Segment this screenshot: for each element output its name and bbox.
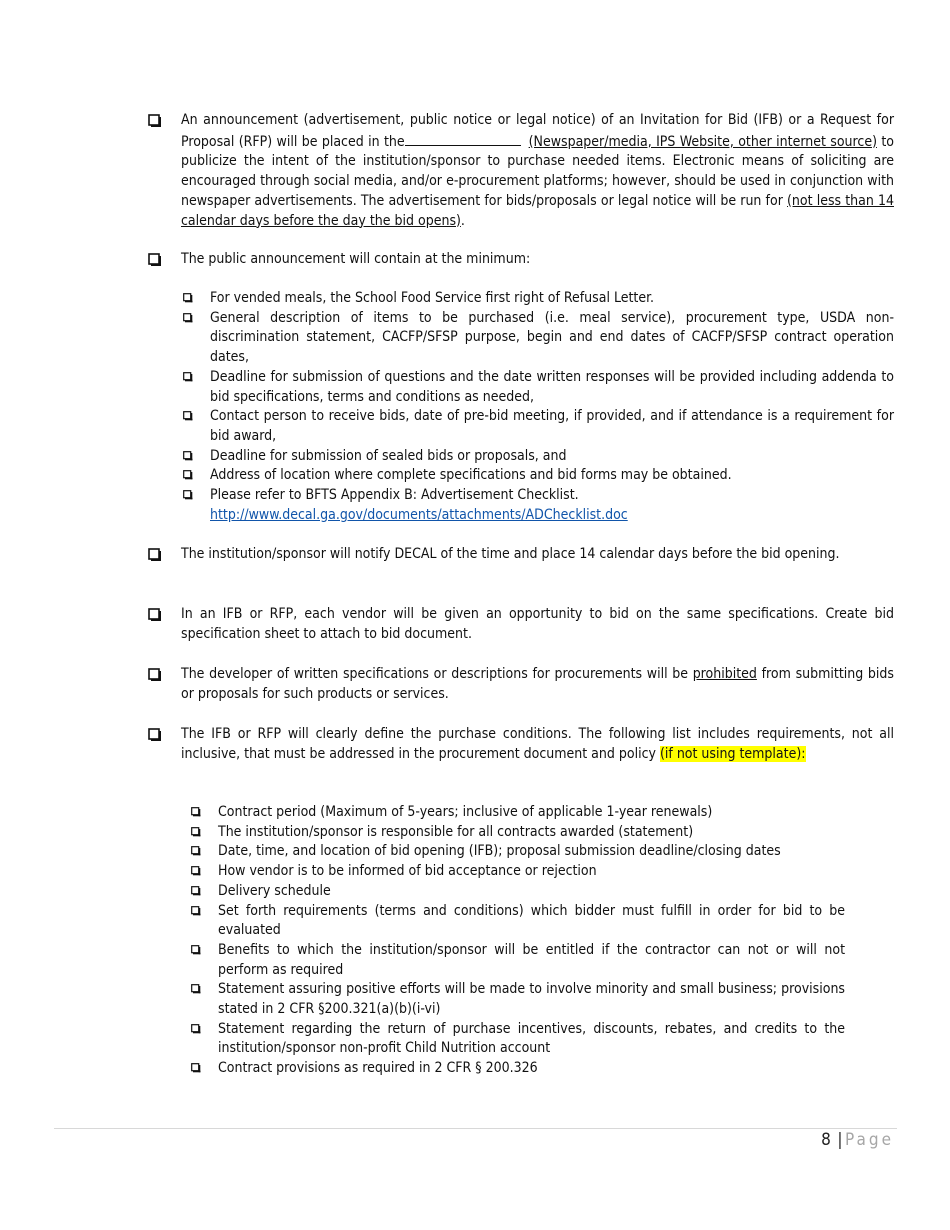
footer-separator: | (837, 1130, 844, 1150)
developer-prohibited-text: The developer of written specifications or descriptions for procurements will be prohibited from submitting bids or proposals for such products or services. (181, 666, 894, 702)
footer-divider (54, 1128, 897, 1129)
highlighted-note: (if not using template): (659, 745, 806, 762)
checkbox-icon (183, 451, 193, 462)
bullet-purchase-conditions (148, 725, 894, 764)
checkbox-icon (148, 111, 164, 131)
checkbox-icon (191, 945, 201, 956)
checkbox-icon (183, 411, 193, 422)
checkbox-icon (148, 545, 164, 565)
page-footer (821, 1130, 894, 1150)
checkbox-icon (191, 807, 201, 818)
page-label: Page (845, 1130, 894, 1150)
list-item: Contract provisions as required in 2 CFR § 200.326 (189, 1059, 845, 1079)
list-item: Statement assuring positive efforts will be made to involve minority and small business; provisions stated in 2 CFR §200.321(a)(b)(i-vi) (189, 980, 845, 1019)
list-item: Statement regarding the return of purchase incentives, discounts, rebates, and credits to the institution/sponsor non-profit Child Nutrition account (189, 1020, 845, 1059)
list-item: How vendor is to be informed of bid acceptance or rejection (189, 862, 845, 882)
bullet-developer-prohibited (148, 665, 894, 704)
list-item: Contract period (Maximum of 5-years; inclusive of applicable 1-year renewals) (189, 803, 845, 823)
checkbox-icon (148, 725, 164, 745)
checklist-link[interactable]: http://www.decal.ga.gov/documents/attachments/ADChecklist.doc (210, 506, 628, 523)
checkbox-icon (183, 490, 193, 501)
bullet-public-announcement (148, 250, 894, 270)
list-item: Please refer to BFTS Appendix B: Advertisement Checklist. http://www.decal.ga.gov/documents/attachments/ADChecklist.doc (181, 486, 894, 525)
checkbox-icon (191, 906, 201, 917)
list-item: Benefits to which the institution/sponsor will be entitled if the contractor can not or will not perform as required (189, 941, 845, 980)
bullet-announcement (148, 111, 894, 231)
announcement-contents-list (181, 289, 894, 525)
checkbox-icon (183, 313, 193, 324)
checkbox-icon (191, 866, 201, 877)
list-item: Date, time, and location of bid opening (IFB); proposal submission deadline/closing dates (189, 842, 845, 862)
same-specifications-text: In an IFB or RFP, each vendor will be given an opportunity to bid on the same specifications. Create bid specification sheet to attach to bid document. (181, 606, 894, 642)
list-item: Address of location where complete specifications and bid forms may be obtained. (181, 466, 894, 486)
list-item: The institution/sponsor is responsible for all contracts awarded (statement) (189, 823, 845, 843)
list-item: Set forth requirements (terms and conditions) which bidder must fulfill in order for bid to be evaluated (189, 902, 845, 941)
checkbox-icon (148, 250, 164, 270)
list-item: Deadline for submission of questions and the date written responses will be provided including addenda to bid specifications, terms and conditions as needed, (181, 368, 894, 407)
bullet-same-specifications (148, 605, 894, 644)
page-number: 8 (821, 1130, 832, 1150)
checkbox-icon (191, 1063, 201, 1074)
list-item: Deadline for submission of sealed bids or proposals, and (181, 447, 894, 467)
list-item: General description of items to be purchased (i.e. meal service), procurement type, USDA non-discrimination statement, CACFP/SFSP purpose, begin and end dates of CACFP/SFSP contract operation dates, (181, 309, 894, 368)
checkbox-icon (191, 846, 201, 857)
purchase-conditions-list (189, 803, 845, 1079)
checkbox-icon (183, 372, 193, 383)
announcement-text: An announcement (advertisement, public notice or legal notice) of an Invitation for Bid (IFB) or a Request for Proposal (RFP) will be placed in the (Newspaper/media, IPS Website, other internet source) to publicize the intent of the institution/sponsor to purchase needed items. Electronic means of soliciting are encouraged through social media, and/or e-procurement platforms; however, should be used in conjunction with newspaper advertisements. The advertisement for bids/proposals or legal notice will be run for (not less than 14 calendar days before the day the bid opens). (181, 112, 895, 229)
checkbox-icon (148, 665, 164, 685)
notify-decal-text: The institution/sponsor will notify DECAL of the time and place 14 calendar days before the bid opening. (181, 546, 840, 562)
checkbox-icon (183, 293, 193, 304)
checkbox-icon (191, 827, 201, 838)
checkbox-icon (191, 984, 201, 995)
checkbox-icon (183, 470, 193, 481)
public-announcement-text: The public announcement will contain at the minimum: (181, 251, 531, 267)
bullet-notify-decal (148, 545, 894, 565)
checkbox-icon (191, 886, 201, 897)
purchase-conditions-text: The IFB or RFP will clearly define the purchase conditions. The following list includes requirements, not all inclusive, that must be addressed in the procurement document and policy (if not using template): (181, 726, 894, 762)
list-item: Delivery schedule (189, 882, 845, 902)
checkbox-icon (148, 605, 164, 625)
list-item: Contact person to receive bids, date of pre-bid meeting, if provided, and if attendance is a requirement for bid award, (181, 407, 894, 446)
newspaper-blank (405, 131, 521, 146)
checkbox-icon (191, 1024, 201, 1035)
list-item: For vended meals, the School Food Service first right of Refusal Letter. (181, 289, 894, 309)
